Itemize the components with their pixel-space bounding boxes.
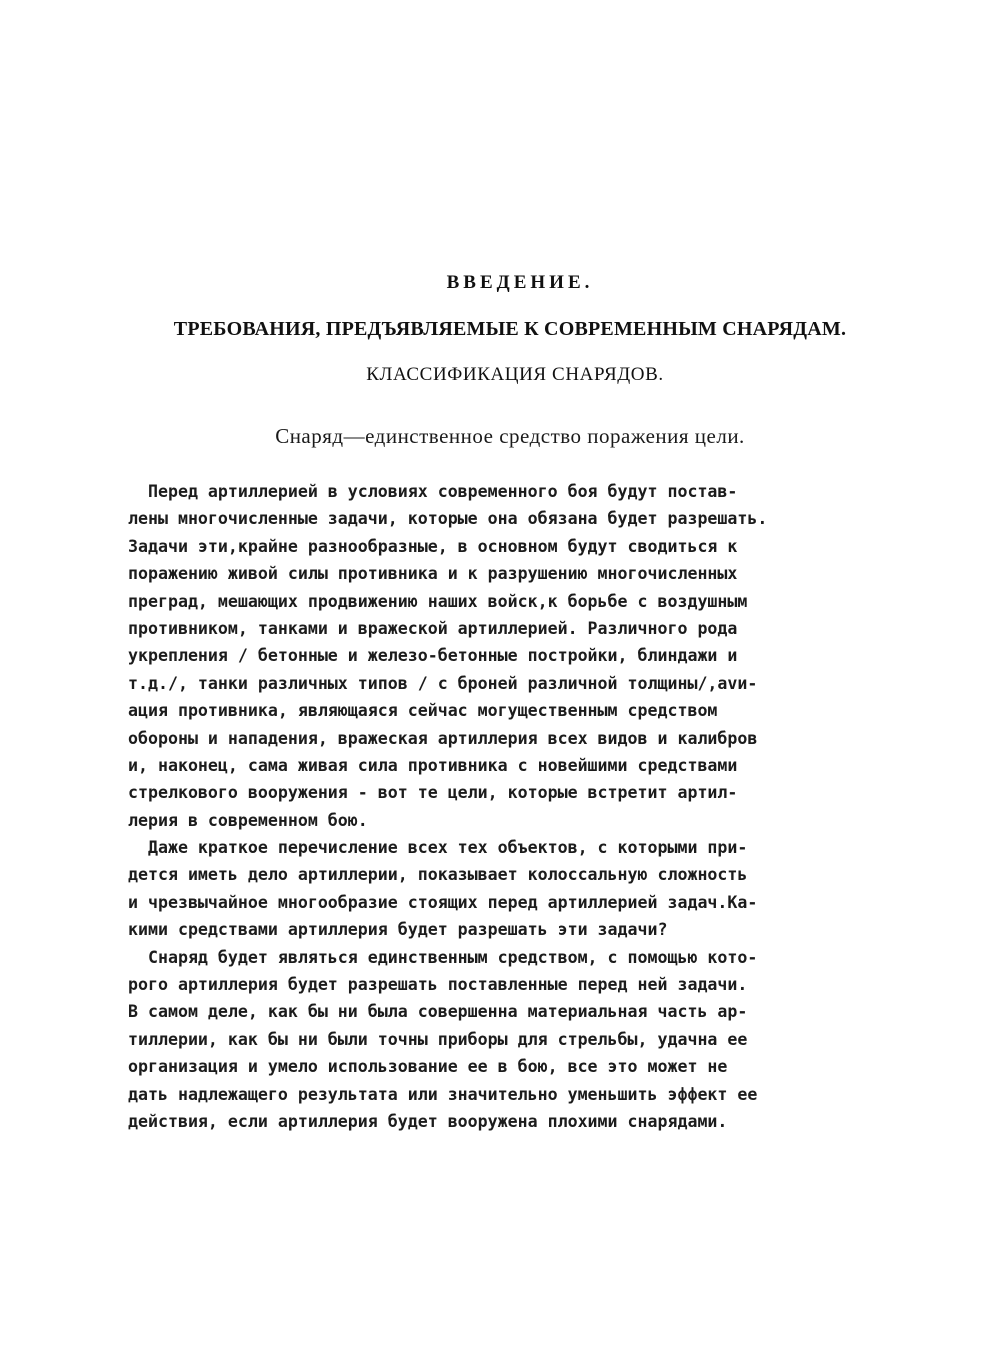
text-line: Задачи эти,крайне разнообразные, в основном будут сводиться к	[128, 536, 738, 556]
text-line: и чрезвычайное многообразие стоящих перед артиллерией задач.Ка-	[128, 892, 758, 912]
text-line: преград, мешающих продвижению наших войск,к борьбе с воздушным	[128, 591, 748, 611]
text-line: стрелкового вооружения - вот те цели, которые встретит артил-	[128, 783, 738, 803]
text-line: дать надлежащего результата или значительно уменьшить эффект ее	[128, 1084, 758, 1104]
text-line: Перед артиллерией в условиях современного боя будут постав-	[128, 482, 738, 501]
text-line: Снаряд будет являться единственным средством, с помощью кото-	[128, 947, 758, 967]
text-line: ация противника, являющаяся сейчас могущественным средством	[128, 701, 718, 721]
text-line: лерия в современном бою.	[128, 810, 368, 830]
epigraph: Снаряд—единственное средство поражения цели.	[275, 424, 745, 448]
text-line: организация и умело использование ее в бою, все это может не	[128, 1057, 728, 1077]
text-line: укрепления / бетонные и железо-бетонные постройки, блиндажи и	[128, 646, 738, 666]
text-line: действия, если артиллерия будет вооружена плохими снарядами.	[128, 1111, 728, 1131]
heading-introduction: ВВЕДЕНИЕ.	[446, 272, 594, 293]
text-line: противником, танками и вражеской артиллерией. Различного рода	[128, 618, 738, 638]
text-line: дется иметь дело артиллерии, показывает колоссальную сложность	[128, 865, 748, 885]
text-line: и, наконец, сама живая сила противника с новейшими средствами	[128, 755, 738, 775]
text-line: В самом деле, как бы ни была совершенна материальная часть ар-	[128, 1002, 748, 1022]
text-line: тиллерии, как бы ни были точны приборы для стрельбы, удачна ее	[128, 1029, 748, 1049]
heading-requirements: ТРЕБОВАНИЯ, ПРЕДЪЯВЛЯЕМЫЕ К СОВРЕМЕННЫМ СНАРЯДАМ.	[173, 318, 847, 340]
text-line: лены многочисленные задачи, которые она обязана будет разрешать.	[128, 509, 768, 529]
text-line: рого артиллерия будет разрешать поставленные перед ней задачи.	[128, 975, 748, 995]
text-line: поражению живой силы противника и к разрушению многочисленных	[128, 564, 738, 584]
text-line: кими средствами артиллерия будет разрешать эти задачи?	[128, 920, 668, 940]
text-line: обороны и нападения, вражеская артиллерия всех видов и калибров	[128, 728, 758, 748]
body-text	[128, 478, 873, 1135]
text-line: Даже краткое перечисление всех тех объектов, с которыми при-	[128, 838, 748, 858]
heading-classification: КЛАССИФИКАЦИЯ СНАРЯДОВ.	[366, 364, 664, 385]
text-line: т.д./, танки различных типов / с броней различной толщины/,avи-	[128, 673, 758, 693]
